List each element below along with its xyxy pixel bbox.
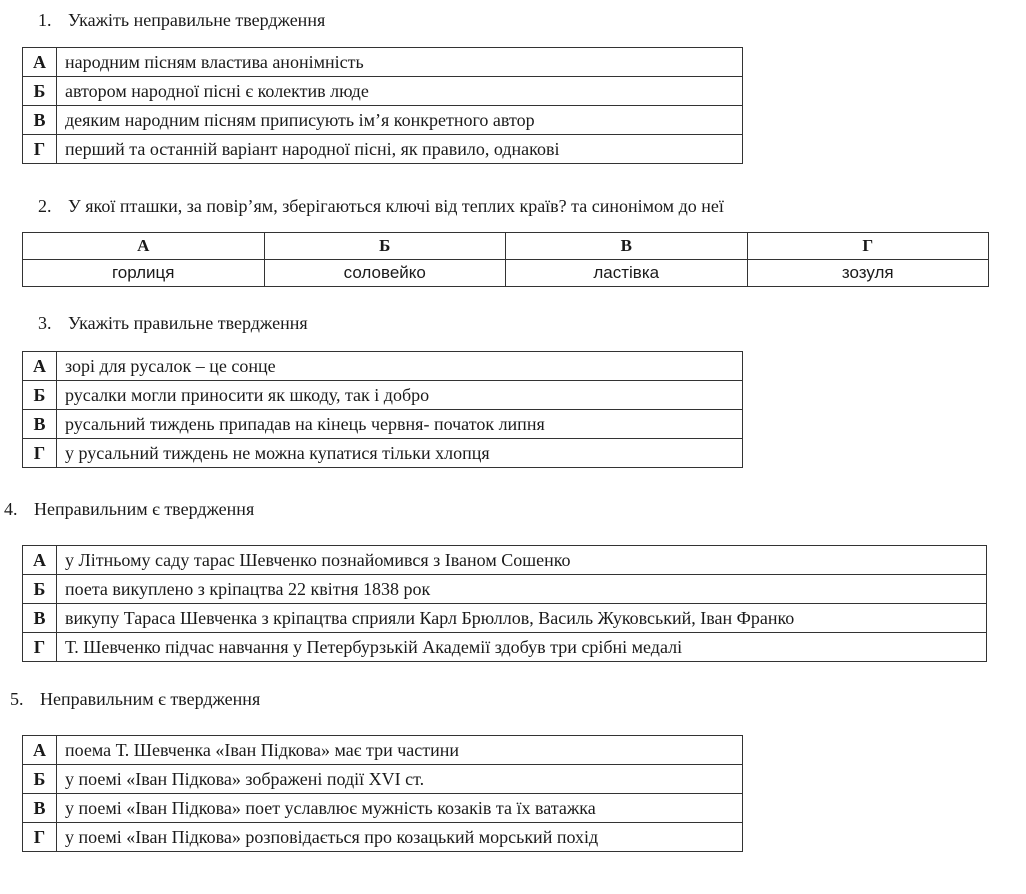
option-text: зорі для русалок – це сонце — [57, 352, 743, 381]
option-text: у Літньому саду тарас Шевченко познайомився з Іваном Сошенко — [57, 546, 987, 575]
answer-letter: А — [23, 233, 265, 260]
option-letter: Б — [23, 575, 57, 604]
option-letter: А — [23, 48, 57, 77]
question-text: Неправильним є твердження — [34, 499, 255, 519]
question-2-answer-grid — [22, 232, 989, 287]
option-letter: Г — [23, 439, 57, 468]
answer-letter: Г — [747, 233, 989, 260]
option-row[interactable] — [23, 823, 743, 852]
option-text: русалки могли приносити як шкоду, так і добро — [57, 381, 743, 410]
option-letter: А — [23, 352, 57, 381]
option-text: деяким народним пісням приписують ім’я конкретного автор — [57, 106, 743, 135]
option-row[interactable] — [23, 633, 987, 662]
question-2-title — [38, 195, 724, 217]
option-letter: А — [23, 546, 57, 575]
question-5-options — [22, 735, 743, 852]
option-letter: Б — [23, 77, 57, 106]
option-text: Т. Шевченко підчас навчання у Петербурзькій Академії здобув три срібні медалі — [57, 633, 987, 662]
option-letter: В — [23, 604, 57, 633]
question-number: 4. — [4, 499, 18, 519]
option-letter: Г — [23, 135, 57, 164]
answer-letters-row — [23, 233, 989, 260]
question-3-title — [38, 312, 308, 334]
option-text: народним пісням властива анонімність — [57, 48, 743, 77]
question-4-title — [4, 498, 254, 520]
option-text: викупу Тараса Шевченка з кріпацтва сприяли Карл Брюллов, Василь Жуковський, Іван Франко — [57, 604, 987, 633]
answer-options-row — [23, 260, 989, 287]
option-row[interactable] — [23, 410, 743, 439]
question-5-title — [10, 688, 260, 710]
question-3-options — [22, 351, 743, 468]
question-text: У якої пташки, за повір’ям, зберігаються ключі від теплих країв? та синонімом до неї — [68, 196, 724, 216]
option-row[interactable] — [23, 381, 743, 410]
question-number: 2. — [38, 196, 52, 216]
option-row[interactable] — [23, 794, 743, 823]
option-row[interactable] — [23, 439, 743, 468]
option-letter: В — [23, 794, 57, 823]
option-letter: В — [23, 106, 57, 135]
answer-letter: В — [506, 233, 748, 260]
option-row[interactable] — [23, 106, 743, 135]
question-number: 5. — [10, 689, 24, 709]
answer-option[interactable]: зозуля — [747, 260, 989, 287]
question-number: 3. — [38, 313, 52, 333]
option-row[interactable] — [23, 575, 987, 604]
option-text: автором народної пісні є колектив люде — [57, 77, 743, 106]
question-text: Неправильним є твердження — [40, 689, 261, 709]
option-row[interactable] — [23, 352, 743, 381]
option-text: поема Т. Шевченка «Іван Підкова» має три частини — [57, 736, 743, 765]
option-row[interactable] — [23, 77, 743, 106]
option-row[interactable] — [23, 546, 987, 575]
option-letter: Г — [23, 823, 57, 852]
option-row[interactable] — [23, 765, 743, 794]
question-text: Укажіть неправильне твердження — [68, 10, 326, 30]
option-row[interactable] — [23, 48, 743, 77]
answer-option[interactable]: соловейко — [264, 260, 506, 287]
question-4-options — [22, 545, 987, 662]
option-letter: Б — [23, 765, 57, 794]
option-text: перший та останній варіант народної пісні, як правило, однакові — [57, 135, 743, 164]
option-text: у поемі «Іван Підкова» зображені події XVI ст. — [57, 765, 743, 794]
option-letter: Б — [23, 381, 57, 410]
question-text: Укажіть правильне твердження — [68, 313, 308, 333]
option-text: русальний тиждень припадав на кінець червня- початок липня — [57, 410, 743, 439]
option-row[interactable] — [23, 736, 743, 765]
option-letter: А — [23, 736, 57, 765]
option-letter: В — [23, 410, 57, 439]
question-number: 1. — [38, 10, 52, 30]
question-1-options — [22, 47, 743, 164]
option-row[interactable] — [23, 135, 743, 164]
option-text: у поемі «Іван Підкова» поет уславлює мужність козаків та їх ватажка — [57, 794, 743, 823]
option-letter: Г — [23, 633, 57, 662]
answer-option[interactable]: горлиця — [23, 260, 265, 287]
option-row[interactable] — [23, 604, 987, 633]
option-text: поета викуплено з кріпацтва 22 квітня 1838 рок — [57, 575, 987, 604]
answer-letter: Б — [264, 233, 506, 260]
question-1-title — [38, 9, 325, 31]
answer-option[interactable]: ластівка — [506, 260, 748, 287]
option-text: у русальний тиждень не можна купатися тільки хлопця — [57, 439, 743, 468]
option-text: у поемі «Іван Підкова» розповідається про козацький морський похід — [57, 823, 743, 852]
